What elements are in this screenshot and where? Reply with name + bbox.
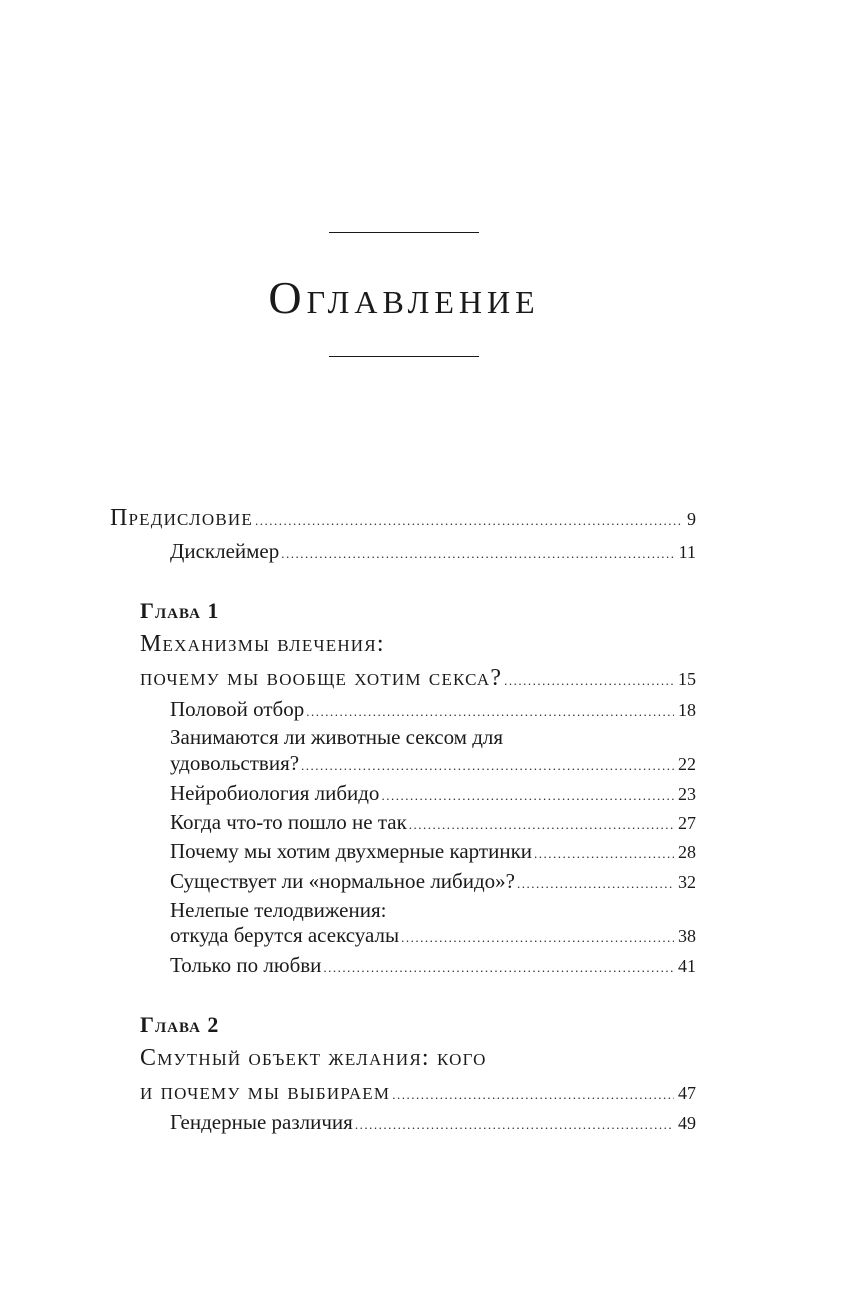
page-number: 47 <box>678 1083 696 1103</box>
toc-entry-preface[interactable] <box>110 504 696 535</box>
toc-entry-title-line2: удовольствия? <box>170 751 300 775</box>
toc-entry-title: Дисклеймер <box>170 539 280 563</box>
toc-entry-title-line1: Нелепые телодвижения: <box>170 898 387 922</box>
page-number: 18 <box>678 700 696 720</box>
leader-dots <box>255 507 683 535</box>
chapter-2-label: Глава 2 <box>140 1012 220 1037</box>
leader-dots <box>517 870 674 898</box>
toc-entry-title: Гендерные различия <box>170 1110 353 1134</box>
chapter-2-title-line1: Смутный объект желания: кого <box>140 1045 487 1071</box>
toc-entry-title: Нейробиология либидо <box>170 781 380 805</box>
leader-dots <box>306 698 674 726</box>
chapter-1-title-line1: Механизмы влечения: <box>140 631 385 657</box>
toc-entry-title: Предисловие <box>110 505 253 531</box>
leader-dots <box>392 1081 674 1109</box>
leader-dots <box>409 811 674 839</box>
toc-entry-animals-pleasure[interactable] <box>170 749 696 780</box>
chapter-1-title-line2: почему мы вообще хотим секса? <box>140 665 503 691</box>
page-number: 11 <box>678 542 696 562</box>
toc-entry-gender-differences[interactable] <box>170 1108 696 1139</box>
toc-entry-normal-libido[interactable] <box>170 867 696 898</box>
page-number: 23 <box>678 784 696 804</box>
leader-dots <box>381 782 674 810</box>
toc-entry-disclaimer[interactable] <box>170 537 696 568</box>
leader-dots <box>323 954 674 982</box>
page-number: 38 <box>678 926 696 946</box>
toc-entry-asexuals[interactable] <box>170 921 696 952</box>
toc-entry-sexual-selection[interactable] <box>170 695 696 726</box>
page-number: 49 <box>678 1113 696 1133</box>
chapter-2-title-line2: и почему мы выбираем <box>140 1079 391 1105</box>
leader-dots <box>301 752 674 780</box>
page-number: 15 <box>678 669 696 689</box>
page-number: 22 <box>678 754 696 774</box>
toc-entry-2d-pictures[interactable] <box>170 837 696 868</box>
page-number: 9 <box>687 509 696 529</box>
leader-dots <box>401 924 674 952</box>
toc-entry-something-wrong[interactable] <box>170 808 696 839</box>
page-title: Оглавление <box>268 272 540 323</box>
leader-dots <box>281 540 674 568</box>
toc-entry-neurobiology[interactable] <box>170 779 696 810</box>
page-number: 27 <box>678 813 696 833</box>
toc-entry-title-line2: откуда берутся асексуалы <box>170 923 400 947</box>
leader-dots <box>504 667 674 695</box>
toc-entry-title-line1: Занимаются ли животные сексом для <box>170 725 504 749</box>
toc-entry-title: Почему мы хотим двухмерные картинки <box>170 839 533 863</box>
toc-entry-title: Половой отбор <box>170 697 305 721</box>
toc-entry-only-love[interactable] <box>170 951 696 982</box>
page-number: 32 <box>678 872 696 892</box>
page-number: 28 <box>678 842 696 862</box>
toc-entry-title: Существует ли «нормальное либидо»? <box>170 869 515 893</box>
chapter-1-label: Глава 1 <box>140 598 220 623</box>
toc-entry-chapter-1[interactable] <box>140 664 696 695</box>
leader-dots <box>534 840 674 868</box>
toc-entry-chapter-2[interactable] <box>140 1078 696 1109</box>
toc-entry-title: Когда что-то пошло не так <box>170 810 407 834</box>
leader-dots <box>355 1111 674 1139</box>
toc-entry-title: Только по любви <box>170 953 322 977</box>
page-number: 41 <box>678 956 696 976</box>
